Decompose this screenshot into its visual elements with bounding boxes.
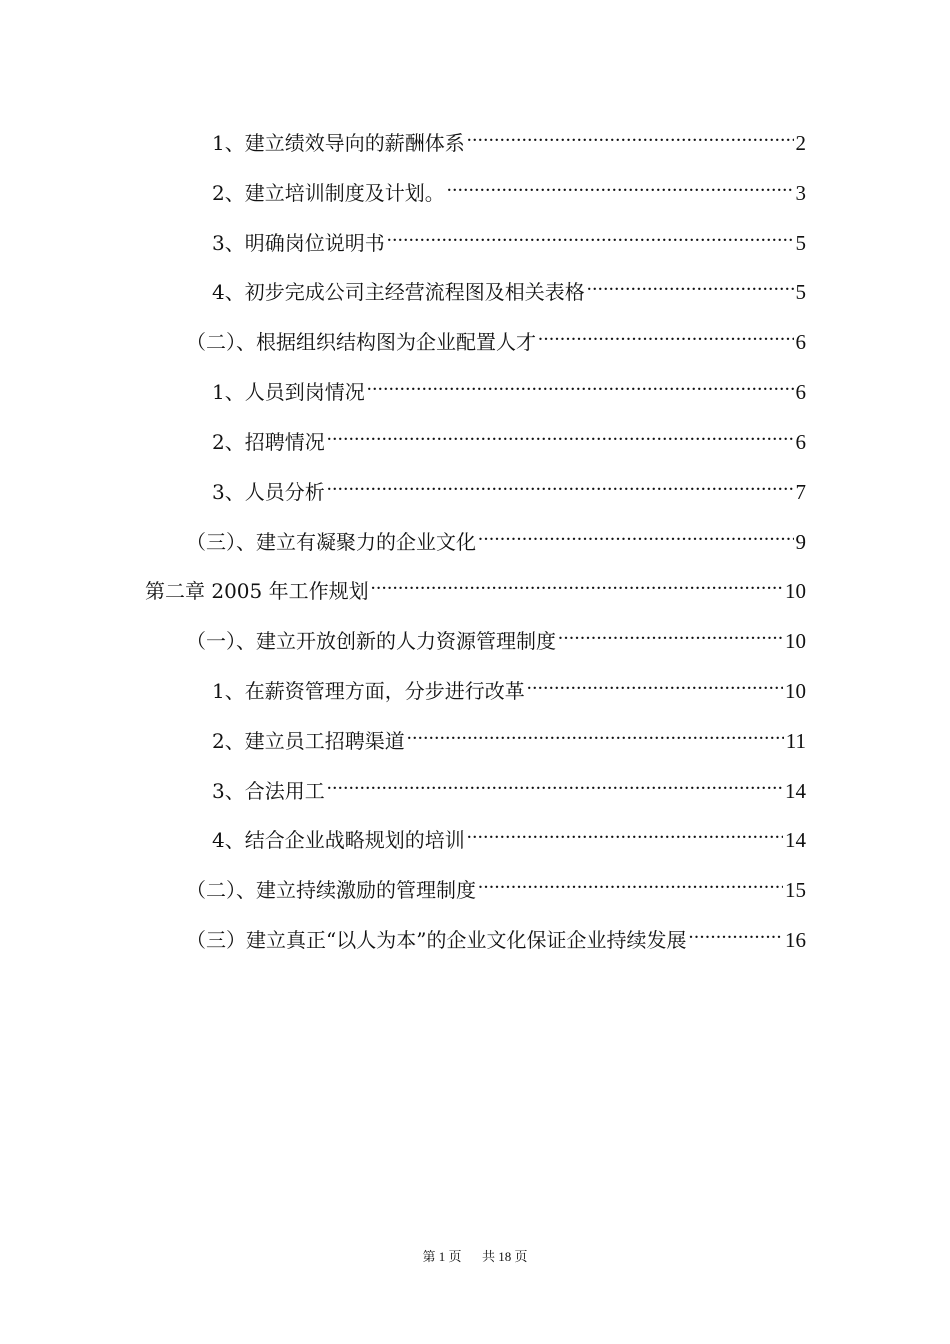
toc-entry-title: 1、人员到岗情况 (212, 380, 365, 404)
toc-page-number: 15 (785, 878, 806, 902)
toc-entry-title: 1、在薪资管理方面，分步进行改革 (212, 679, 525, 703)
toc-entry[interactable] (212, 369, 806, 404)
toc-leader-dots (387, 220, 794, 250)
toc-page-number: 14 (785, 828, 806, 852)
toc-entry[interactable] (212, 120, 806, 155)
toc-leader-dots (478, 519, 794, 549)
toc-entry-chapter[interactable] (145, 568, 806, 603)
total-pages-label: 共 18 页 (482, 1249, 528, 1264)
toc-leader-dots (538, 319, 794, 349)
toc-entry-title: （三）建立真正“以人为本”的企业文化保证企业持续发展 (186, 928, 687, 952)
toc-leader-dots (367, 369, 794, 399)
toc-leader-dots (467, 120, 794, 150)
toc-entry-title: 第二章 2005 年工作规划 (145, 579, 369, 603)
toc-entry[interactable] (212, 419, 806, 454)
toc-entry[interactable] (186, 917, 806, 952)
toc-page-number: 10 (785, 679, 806, 703)
toc-entry-title: 3、明确岗位说明书 (212, 231, 385, 255)
toc-entry-title: 2、建立员工招聘渠道 (212, 729, 405, 753)
toc-entry-title: 2、建立培训制度及计划。 (212, 181, 445, 205)
toc-entry-title: 3、合法用工 (212, 779, 325, 803)
toc-entry-title: 1、建立绩效导向的薪酬体系 (212, 131, 465, 155)
toc-entry-title: （一）、建立开放创新的人力资源管理制度 (186, 629, 556, 653)
toc-leader-dots (478, 867, 783, 897)
toc-entry-title: 4、结合企业战略规划的培训 (212, 828, 465, 852)
toc-page-number: 9 (795, 530, 806, 554)
toc-entry[interactable] (212, 269, 806, 304)
toc-entry[interactable] (212, 170, 806, 205)
toc-leader-dots (327, 419, 794, 449)
toc-entry[interactable] (212, 469, 806, 504)
toc-page-number: 7 (795, 480, 806, 504)
toc-page-number: 5 (795, 231, 806, 255)
toc-page-number: 10 (785, 579, 806, 603)
toc-page-number: 5 (795, 280, 806, 304)
toc-entry[interactable] (186, 618, 806, 653)
page-footer (0, 1246, 950, 1265)
toc-page-number: 3 (795, 181, 806, 205)
toc-entry[interactable] (186, 319, 806, 354)
toc-page-number: 6 (795, 330, 806, 354)
toc-leader-dots (527, 668, 783, 698)
toc-page-number: 11 (785, 729, 806, 753)
toc-page-number: 16 (785, 928, 806, 952)
current-page-label: 第 1 页 (422, 1249, 462, 1264)
toc-leader-dots (688, 917, 783, 947)
toc-page-number: 6 (795, 380, 806, 404)
toc-leader-dots (587, 269, 794, 299)
toc-leader-dots (558, 618, 783, 648)
toc-page-number: 6 (795, 430, 806, 454)
toc-entry-title: （二）、建立持续激励的管理制度 (186, 878, 476, 902)
toc-entry[interactable] (212, 768, 806, 803)
toc-page-number: 14 (785, 779, 806, 803)
toc-page-number: 2 (795, 131, 806, 155)
toc-leader-dots (371, 568, 783, 598)
toc-leader-dots (327, 768, 783, 798)
toc-page-number: 10 (785, 629, 806, 653)
toc-entry[interactable] (186, 519, 806, 554)
toc-leader-dots (447, 170, 794, 200)
toc-entry[interactable] (212, 718, 806, 753)
toc-entry-title: （三）、建立有凝聚力的企业文化 (186, 530, 476, 554)
toc-entry-title: 2、招聘情况 (212, 430, 325, 454)
toc-entry-title: 4、初步完成公司主经营流程图及相关表格 (212, 280, 585, 304)
toc-leader-dots (467, 817, 783, 847)
toc-leader-dots (327, 469, 794, 499)
toc-entry[interactable] (212, 220, 806, 255)
toc-leader-dots (407, 718, 784, 748)
toc-entry-title: 3、人员分析 (212, 480, 325, 504)
toc-entry[interactable] (212, 668, 806, 703)
toc-entry[interactable] (212, 817, 806, 852)
toc-entry-title: （二）、根据组织结构图为企业配置人才 (186, 330, 536, 354)
toc-entry[interactable] (186, 867, 806, 902)
